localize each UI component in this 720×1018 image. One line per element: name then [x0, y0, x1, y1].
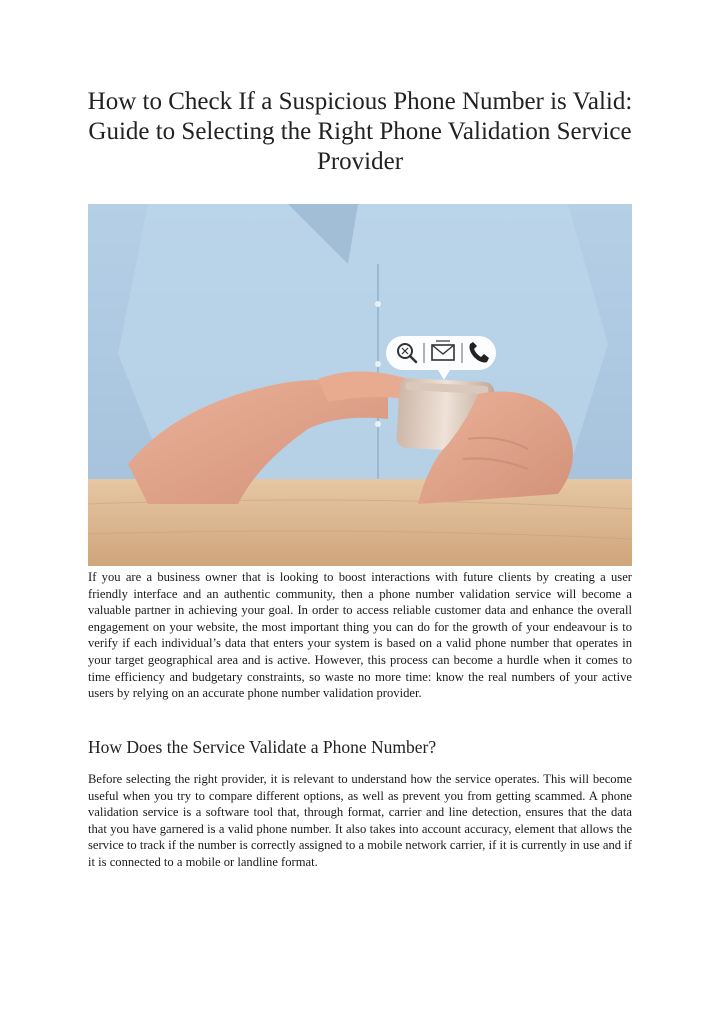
page-title: How to Check If a Suspicious Phone Number is Valid: Guide to Selecting the Right Phone Validation Service Provider: [87, 88, 633, 175]
hero-image: [88, 204, 632, 566]
shirt-button: [375, 301, 381, 307]
shirt-button: [375, 361, 381, 367]
intro-paragraph: If you are a business owner that is looking to boost interactions with future clients by creating a user friendly interface and an authentic community, then a phone number validation service will become a valuable partner in achieving your goal. In order to access reliable customer data and enhance the overall engagement on your website, the most important thing you can do for the growth of your endeavour is to verify if each individual’s data that enters your system is based on a valid phone number that operates in your target geographical area and is active. However, this process can become a hurdle when it comes to time efficiency and budgetary constraints, so waste no more time: know the real numbers of your active users by relying on an accurate phone number validation provider.: [88, 570, 632, 701]
hero-illustration: [88, 204, 632, 566]
thumb: [318, 372, 408, 403]
section-paragraph: Before selecting the right provider, it is relevant to understand how the service operates. This will become useful when you try to compare different options, as well as prevent you from getting scammed. A phone validation service is a software tool that, through format, carrier and line detection, ensures that the data that you have garnered is a valid phone number. It also takes into account accuracy, element that allows the service to track if the number is correctly assigned to a mobile network carrier, if it is currently in use and if it is connected to a mobile or landline format.: [88, 772, 632, 869]
section-heading: How Does the Service Validate a Phone Number?: [88, 737, 437, 757]
shirt-button: [375, 421, 381, 427]
